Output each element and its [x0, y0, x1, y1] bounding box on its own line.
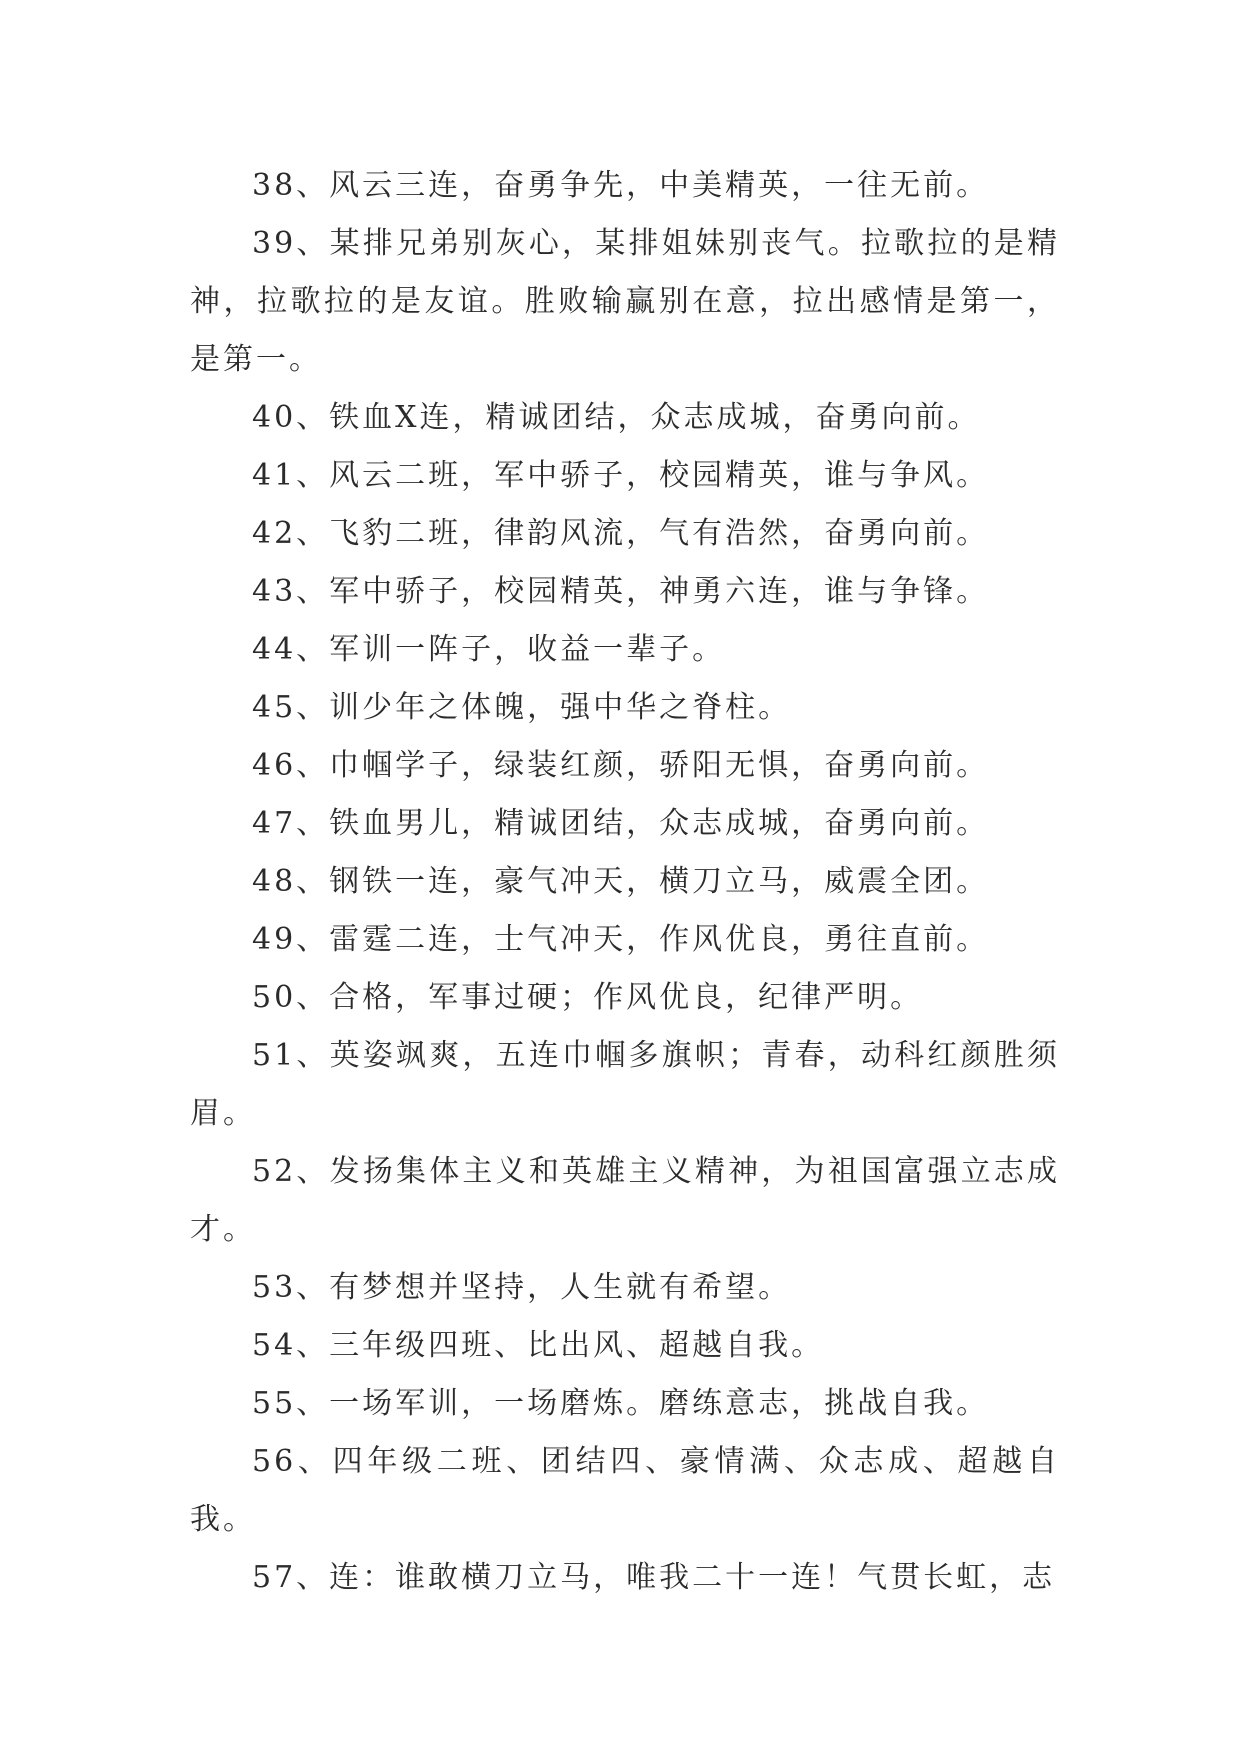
- slogan-paragraph: 40、铁血X连，精诚团结，众志成城，奋勇向前。: [252, 400, 981, 435]
- slogan-paragraph: 50、合格，军事过硬；作风优良，纪律严明。: [252, 980, 924, 1015]
- slogan-paragraph: 52、发扬集体主义和英雄主义精神，为祖国富强立志成才。: [190, 1154, 1060, 1247]
- slogan-paragraph: 45、训少年之体魄，强中华之脊柱。: [252, 690, 792, 725]
- slogan-paragraph: 55、一场军训，一场磨炼。磨练意志，挑战自我。: [252, 1386, 990, 1421]
- slogan-paragraph: 43、军中骄子，校园精英，神勇六连，谁与争锋。: [252, 574, 990, 609]
- slogan-paragraph: 53、有梦想并坚持，人生就有希望。: [252, 1270, 792, 1305]
- slogan-paragraph: 44、军训一阵子，收益一辈子。: [252, 632, 726, 667]
- slogan-paragraph: 56、四年级二班、团结四、豪情满、众志成、超越自我。: [190, 1444, 1060, 1537]
- slogan-paragraph: 48、钢铁一连，豪气冲天，横刀立马，威震全团。: [252, 864, 990, 899]
- slogan-paragraph: 38、风云三连，奋勇争先，中美精英，一往无前。: [252, 168, 990, 203]
- slogan-paragraph: 39、某排兄弟别灰心，某排姐妹别丧气。拉歌拉的是精神，拉歌拉的是友谊。胜败输赢别在意，拉出感情是第一，是第一。: [190, 226, 1060, 377]
- slogan-paragraph: 47、铁血男儿，精诚团结，众志成城，奋勇向前。: [252, 806, 990, 841]
- slogan-paragraph: 41、风云二班，军中骄子，校园精英，谁与争风。: [252, 458, 990, 493]
- slogan-paragraph: 57、连：谁敢横刀立马，唯我二十一连！气贯长虹，志: [252, 1560, 1056, 1595]
- slogan-paragraph: 42、飞豹二班，律韵风流，气有浩然，奋勇向前。: [252, 516, 990, 551]
- slogan-paragraph: 46、巾帼学子，绿装红颜，骄阳无惧，奋勇向前。: [252, 748, 990, 783]
- slogan-paragraph: 51、英姿飒爽，五连巾帼多旗帜；青春，动科红颜胜须眉。: [190, 1038, 1060, 1131]
- slogan-paragraph: 49、雷霆二连，士气冲天，作风优良，勇往直前。: [252, 922, 990, 957]
- slogan-paragraph: 54、三年级四班、比出风、超越自我。: [252, 1328, 825, 1363]
- document-body: [190, 157, 1060, 1607]
